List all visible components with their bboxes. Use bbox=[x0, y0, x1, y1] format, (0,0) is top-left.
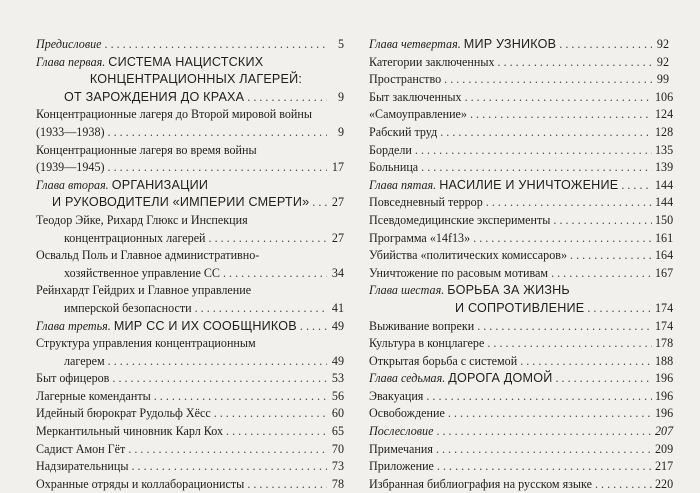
page-number: 5 bbox=[337, 37, 344, 51]
entry-label: Идейный бюрократ Рудольф Хёсс bbox=[36, 406, 211, 421]
toc-entry bbox=[36, 458, 344, 476]
page-number: 167 bbox=[655, 265, 674, 280]
page-number: 150 bbox=[655, 212, 674, 227]
entry-label: Пространство bbox=[369, 72, 442, 87]
page-number: 188 bbox=[655, 353, 674, 368]
toc-entry bbox=[369, 388, 674, 406]
toc-chapter-1 bbox=[36, 54, 344, 107]
page-number: 144 bbox=[655, 195, 674, 210]
toc-entry bbox=[369, 265, 674, 283]
page-number: 65 bbox=[331, 424, 344, 439]
toc-entry bbox=[369, 318, 674, 336]
entry-label: Освобождение bbox=[369, 406, 445, 421]
toc-entry bbox=[369, 124, 674, 142]
chapter-title: СИСТЕМА НАЦИСТСКИХ bbox=[108, 54, 264, 69]
chapter-title: ОРГАНИЗАЦИИ bbox=[111, 177, 209, 192]
chapter-title-cont: КОНЦЕНТРАЦИОННЫХ ЛАГЕРЕЙ: bbox=[89, 72, 303, 87]
chapter-prefix: Глава седьмая. bbox=[369, 371, 446, 386]
toc-entry bbox=[369, 230, 674, 248]
toc-entry bbox=[369, 353, 674, 371]
entry-label: Концентрационные лагеря во время войны bbox=[36, 142, 257, 157]
page-number: 161 bbox=[655, 230, 674, 245]
page-number: 34 bbox=[331, 265, 344, 280]
chapter-title: ДОРОГА ДОМОЙ bbox=[448, 371, 553, 386]
entry-label-cont: хозяйственное управление СС bbox=[64, 265, 220, 280]
chapter-title-cont: И РУКОВОДИТЕЛИ «ИМПЕРИИ СМЕРТИ» bbox=[52, 195, 310, 210]
page-number: 27 bbox=[331, 230, 344, 245]
toc-entry bbox=[369, 159, 674, 177]
toc-left-column bbox=[36, 36, 344, 493]
toc-entry bbox=[369, 476, 674, 493]
toc-entry bbox=[369, 54, 669, 72]
page-number: 128 bbox=[655, 124, 674, 139]
page-number: 174 bbox=[655, 318, 674, 333]
page-number: 41 bbox=[331, 300, 344, 315]
toc-entry bbox=[36, 405, 344, 423]
entry-label: Освальд Поль и Главное административно- bbox=[36, 248, 260, 263]
entry-label: Избранная библиография на русском языке bbox=[369, 476, 592, 491]
page-number: 60 bbox=[331, 406, 344, 421]
page-number: 9 bbox=[337, 89, 344, 104]
toc-entry bbox=[36, 441, 344, 459]
chapter-title: БОРЬБА ЗА ЖИЗНЬ bbox=[447, 283, 570, 298]
page-number: 106 bbox=[655, 89, 674, 104]
page-number: 49 bbox=[331, 318, 344, 333]
entry-label: Бордели bbox=[369, 142, 412, 157]
entry-label: Быт заключенных bbox=[369, 89, 462, 104]
chapter-title-cont: ОТ ЗАРОЖДЕНИЯ ДО КРАХА bbox=[64, 89, 245, 104]
page-number: 164 bbox=[655, 248, 674, 263]
page-number: 27 bbox=[331, 195, 344, 210]
entry-label: Рейнхардт Гейдрих и Главное управление bbox=[36, 283, 252, 298]
chapter-prefix: Глава четвертая. bbox=[369, 37, 461, 51]
chapter-title: МИР СС И ИХ СООБЩНИКОВ bbox=[113, 318, 297, 333]
page-number: 178 bbox=[655, 336, 674, 351]
entry-label: Концентрационные лагеря до Второй мировой войны bbox=[36, 107, 312, 122]
entry-label: Больница bbox=[369, 160, 419, 175]
entry-label: Псевдомедицинские эксперименты bbox=[369, 212, 551, 227]
entry-label: Повседневный террор bbox=[369, 195, 483, 210]
entry-label: Надзирательницы bbox=[36, 459, 129, 474]
page-number: 92 bbox=[656, 37, 669, 51]
chapter-prefix: Глава шестая. bbox=[369, 283, 445, 298]
page-number: 17 bbox=[331, 160, 344, 175]
page-number: 220 bbox=[655, 476, 674, 491]
toc-entry bbox=[369, 89, 674, 107]
toc-right-column bbox=[369, 36, 674, 493]
entry-label: Меркантильный чиновник Карл Кох bbox=[36, 424, 224, 439]
entry-label: Рабский труд bbox=[369, 124, 438, 139]
toc-entry bbox=[36, 370, 344, 388]
page-number: 70 bbox=[331, 441, 344, 456]
entry-label: Примечания bbox=[369, 441, 433, 456]
toc-entry bbox=[369, 142, 674, 160]
chapter-title: МИР УЗНИКОВ bbox=[463, 37, 557, 51]
toc-entry bbox=[36, 335, 344, 370]
toc-entry bbox=[369, 71, 669, 89]
page-number: 144 bbox=[655, 177, 674, 192]
toc-entry bbox=[36, 476, 344, 493]
page-number: 217 bbox=[655, 459, 674, 474]
page-number: 124 bbox=[655, 107, 674, 122]
chapter-prefix: Глава первая. bbox=[36, 54, 106, 69]
chapter-prefix: Глава третья. bbox=[36, 318, 111, 333]
entry-label: Открытая борьба с системой bbox=[369, 353, 518, 368]
page-number: 99 bbox=[656, 72, 669, 87]
toc-entry bbox=[36, 423, 344, 441]
toc-entry bbox=[36, 106, 344, 141]
page-number: 139 bbox=[655, 160, 674, 175]
entry-label: Уничтожение по расовым мотивам bbox=[369, 265, 549, 280]
toc-chapter-2 bbox=[36, 177, 344, 212]
entry-label-cont: концентрационных лагерей bbox=[64, 230, 206, 245]
page-number: 209 bbox=[655, 441, 674, 456]
entry-label: Эвакуация bbox=[369, 388, 424, 403]
chapter-prefix: Глава вторая. bbox=[36, 177, 109, 192]
toc-entry bbox=[369, 423, 674, 441]
entry-label: Убийства «политических комиссаров» bbox=[369, 248, 568, 263]
entry-label-cont: (1933—1938) bbox=[36, 124, 105, 139]
page-number: 174 bbox=[655, 300, 674, 315]
toc-entry bbox=[369, 194, 674, 212]
page-number: 53 bbox=[331, 371, 344, 386]
page-number: 196 bbox=[655, 406, 674, 421]
entry-label: Структура управления концентрационным bbox=[36, 336, 256, 351]
page-number: 92 bbox=[656, 54, 669, 69]
entry-label-cont: (1939—1945) bbox=[36, 160, 105, 175]
toc-chapter-5 bbox=[369, 177, 674, 195]
entry-label: «Самоуправление» bbox=[369, 107, 467, 122]
entry-label: Теодор Эйке, Рихард Глюкс и Инспекция bbox=[36, 212, 248, 227]
toc-chapter-3 bbox=[36, 318, 344, 336]
page-number: 207 bbox=[655, 424, 674, 439]
toc-chapter-6 bbox=[369, 282, 674, 317]
entry-label: Предисловие bbox=[36, 37, 102, 51]
page-number: 49 bbox=[331, 353, 344, 368]
entry-label: Лагерные коменданты bbox=[36, 388, 151, 403]
toc-chapter-7 bbox=[369, 370, 674, 388]
entry-label-cont: лагерем bbox=[64, 353, 105, 368]
entry-label: Охранные отряды и коллаборационисты bbox=[36, 476, 245, 491]
entry-label: Программа «14f13» bbox=[369, 230, 471, 245]
toc-entry-preface bbox=[36, 36, 344, 54]
toc-entry bbox=[369, 441, 674, 459]
chapter-title: НАСИЛИЕ И УНИЧТОЖЕНИЕ bbox=[439, 177, 619, 192]
toc-entry bbox=[36, 212, 344, 247]
toc-entry bbox=[369, 405, 674, 423]
chapter-title-cont: И СОПРОТИВЛЕНИЕ bbox=[455, 300, 585, 315]
page-number: 196 bbox=[655, 371, 674, 386]
toc-entry bbox=[36, 388, 344, 406]
entry-label: Садист Амон Гёт bbox=[36, 441, 126, 456]
page-number: 78 bbox=[331, 476, 344, 491]
toc-entry bbox=[369, 212, 674, 230]
toc-entry bbox=[36, 142, 344, 177]
entry-label: Быт офицеров bbox=[36, 371, 110, 386]
toc-entry bbox=[369, 247, 674, 265]
chapter-prefix: Глава пятая. bbox=[369, 177, 437, 192]
entry-label: Категории заключенных bbox=[369, 54, 495, 69]
page-number: 56 bbox=[331, 388, 344, 403]
entry-label: Послесловие bbox=[369, 424, 434, 439]
toc-entry bbox=[36, 247, 344, 282]
toc-chapter-4 bbox=[369, 36, 669, 54]
toc-entry bbox=[369, 335, 674, 353]
entry-label: Выживание вопреки bbox=[369, 318, 475, 333]
page-number: 196 bbox=[655, 388, 674, 403]
toc-entry bbox=[369, 106, 674, 124]
entry-label: Приложение bbox=[369, 459, 434, 474]
toc-entry bbox=[369, 458, 674, 476]
toc-entry bbox=[36, 282, 344, 317]
page-number: 135 bbox=[655, 142, 674, 157]
entry-label-cont: имперской безопасности bbox=[64, 300, 192, 315]
page-number: 9 bbox=[337, 124, 344, 139]
entry-label: Культура в концлагере bbox=[369, 336, 485, 351]
page-number: 73 bbox=[331, 459, 344, 474]
